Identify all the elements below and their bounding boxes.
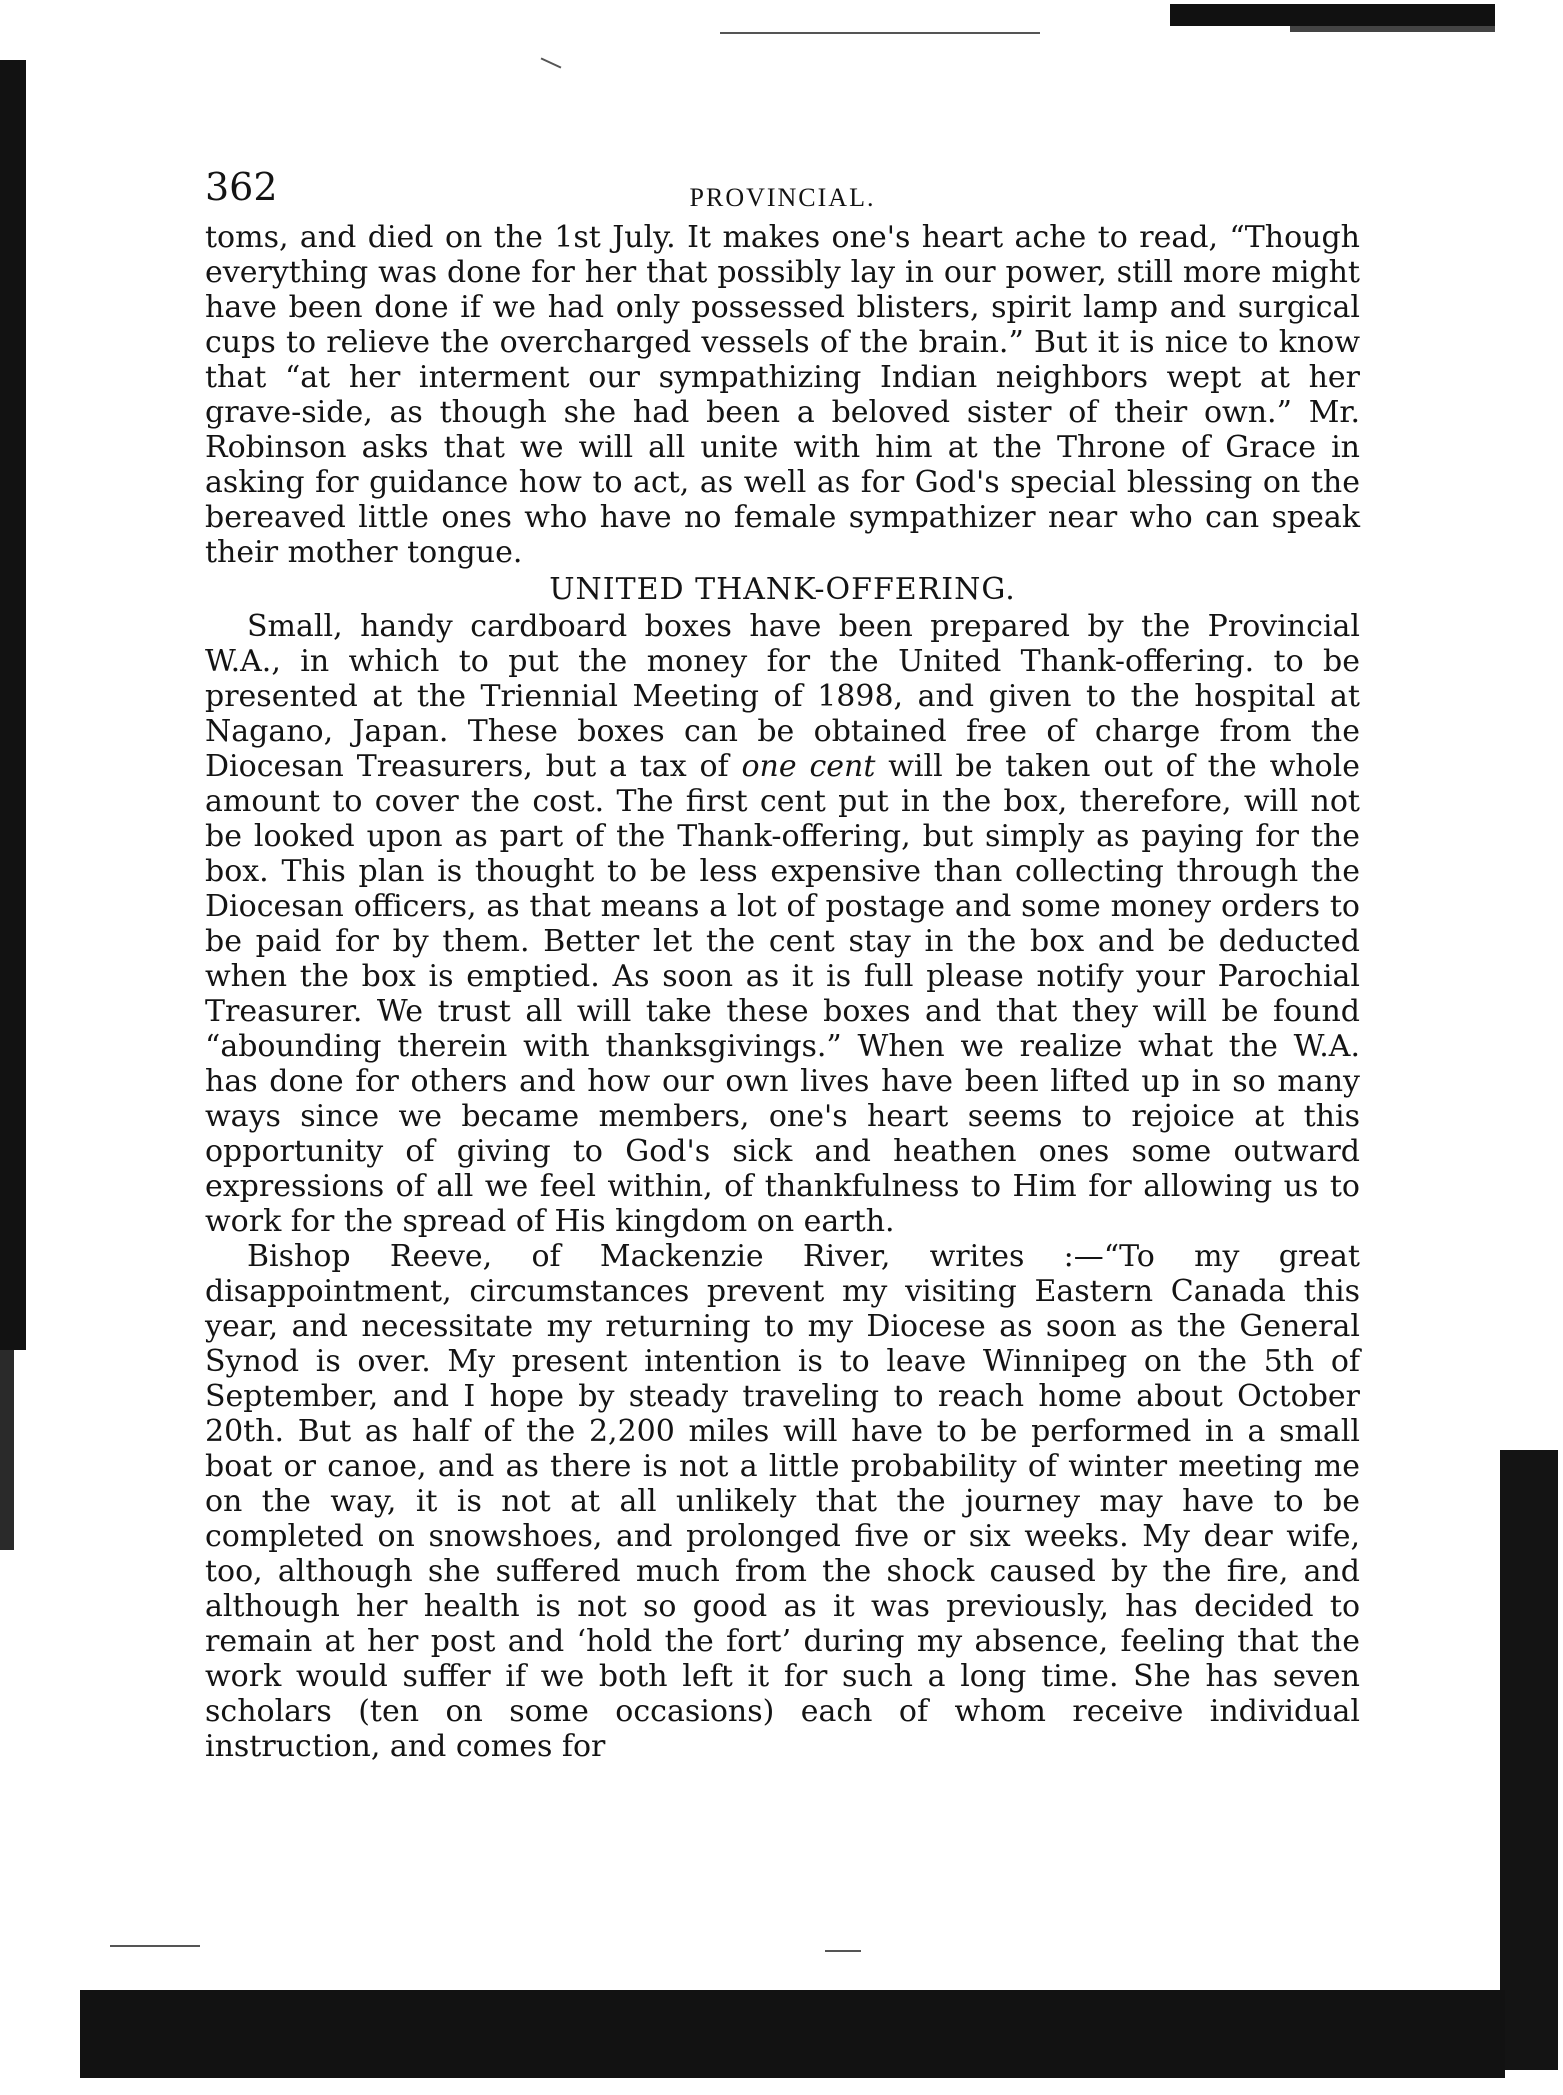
scan-speck	[825, 1950, 861, 1952]
scan-speck	[541, 57, 562, 68]
scan-speck	[110, 1945, 200, 1947]
page-heading: PROVINCIAL.	[689, 183, 876, 212]
paragraph-thank-offering	[205, 609, 1360, 1239]
page-body	[205, 150, 1360, 1764]
paragraph-text: Small, handy cardboard boxes have been prepared by the Provincial W.A., in which to put the money for the United Thank-offering. to be presented at the Triennial Meeting of 1898, and given to the hospital at Nagano, Japan. These boxes can be obtained free of charge from the Diocesan Treasurers, but a tax of	[205, 609, 1360, 784]
scan-margin-shadow-left	[0, 60, 26, 1350]
scan-margin-shadow-top	[1170, 4, 1495, 26]
scan-margin-shadow-left-lower	[0, 1350, 14, 1550]
running-head	[205, 150, 1360, 210]
scan-margin-shadow-top-lower	[1290, 26, 1495, 32]
paragraph-bishop-reeve: Bishop Reeve, of Mackenzie River, writes :—“To my great disappointment, circumstances prevent my visiting Eastern Canada this year, and necessitate my returning to my Diocese as soon as the General Synod is over. My present intention is to leave Winnipeg on the 5th of September, and I hope by steady traveling to reach home about October 20th. But as half of the 2,200 miles will have to be performed in a small boat or canoe, and as there is not a little probability of winter meeting me on the way, it is not at all unlikely that the journey may have to be completed on snowshoes, and prolonged five or six weeks. My dear wife, too, although she suffered much from the shock caused by the fire, and although her health is not so good as it was previously, has decided to remain at her post and ‘hold the fort’ during my absence, feeling that the work would suffer if we both left it for such a long time. She has seven scholars (ten on some occasions) each of whom receive individual instruction, and comes for	[205, 1239, 1360, 1764]
scan-margin-shadow-bottom	[80, 1990, 1505, 2078]
scan-margin-shadow-right	[1500, 1450, 1558, 2070]
paragraph-continuation: toms, and died on the 1st July. It makes one's heart ache to read, “Though everything was done for her that possibly lay in our power, still more might have been done if we had only possessed blisters, spirit lamp and surgical cups to relieve the overcharged vessels of the brain.” But it is nice to know that “at her interment our sympathizing Indian neighbors wept at her grave-side, as though she had been a beloved sister of their own.” Mr. Robinson asks that we will all unite with him at the Throne of Grace in asking for guidance how to act, as well as for God's special blessing on the bereaved little ones who have no female sympathizer near who can speak their mother tongue.	[205, 220, 1360, 570]
page-number: 362	[205, 165, 278, 209]
section-title: UNITED THANK-OFFERING.	[549, 572, 1016, 607]
emphasis-text: one cent	[741, 749, 876, 784]
paragraph-text: will be taken out of the whole amount to cover the cost. The first cent put in the box, therefore, will not be looked upon as part of the Thank-offering, but simply as paying for the box. This plan is thought to be less expensive than collecting through the Diocesan officers, as that means a lot of postage and some money orders to be paid for by them. Better let the cent stay in the box and be deducted when the box is emptied. As soon as it is full please notify your Parochial Treasurer. We trust all will take these boxes and that they will be found “abounding therein with thanksgivings.” When we realize what the W.A. has done for others and how our own lives have been lifted up in so many ways since we became members, one's heart seems to rejoice at this opportunity of giving to God's sick and heathen ones some outward expressions of all we feel within, of thankfulness to Him for allowing us to work for the spread of His kingdom on earth.	[205, 749, 1360, 1239]
scan-speck	[720, 32, 1040, 34]
